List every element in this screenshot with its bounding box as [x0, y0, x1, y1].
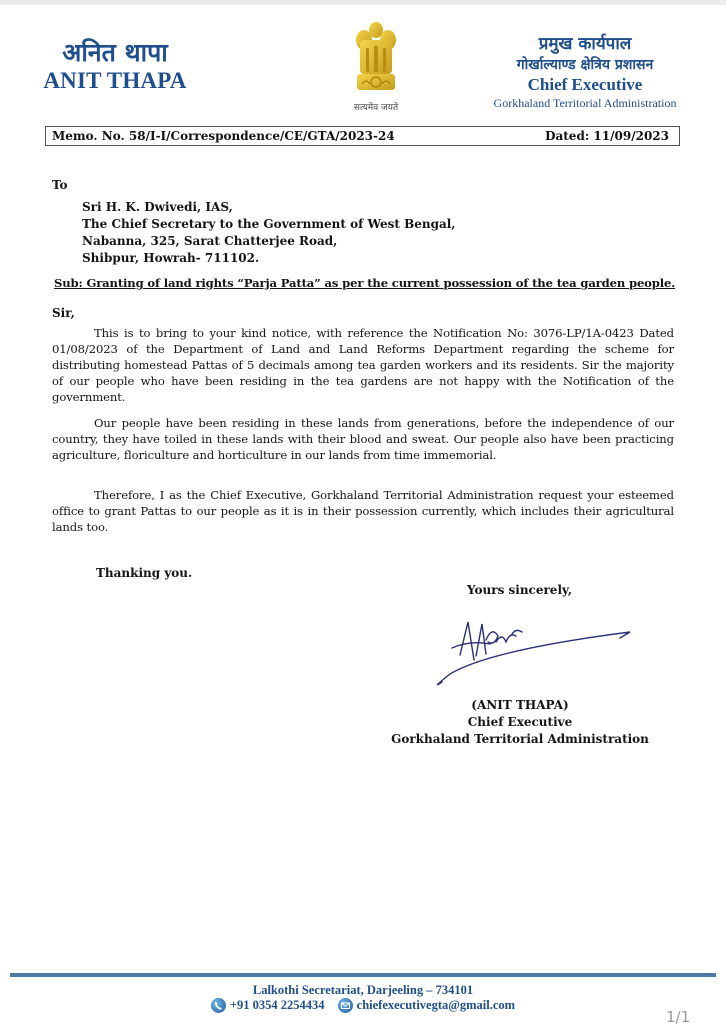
memo-reference-box: [45, 126, 680, 146]
signatory-title: Chief Executive: [467, 715, 573, 729]
letterhead-left: [30, 38, 200, 94]
footer-rule: [10, 973, 716, 977]
emblem-motto: सत्यमेव जयते: [353, 103, 399, 113]
memo-number: Memo. No. 58/I-I/Correspondence/CE/GTA/2023-24: [52, 129, 395, 143]
name-english: ANIT THAPA: [43, 68, 187, 93]
recipient-line: Shibpur, Howrah- 711102.: [82, 251, 260, 265]
phone-icon: [211, 998, 226, 1013]
viewer-top-bar: [0, 0, 726, 5]
paragraph-text: Our people have been residing in these lands from generations, before the independence of our country, they have toiled in these lands with their blood and sweat. Our people also have been practicing agriculture, floriculture and horticulture in our lands from time immemorial.: [52, 416, 674, 462]
page-indicator: 1/1: [666, 1008, 691, 1026]
body-paragraph: [52, 325, 674, 405]
lion-capital-emblem-icon: [354, 18, 398, 98]
title-english: Chief Executive: [527, 75, 643, 94]
org-english: Gorkhaland Territorial Administration: [493, 96, 677, 110]
recipient-address: [82, 199, 455, 267]
recipient-line: Sri H. K. Dwivedi, IAS,: [82, 200, 233, 214]
signatory-name: (ANIT THAPA): [471, 698, 569, 712]
state-emblem: [336, 18, 416, 118]
email-address[interactable]: chiefexecutivegta@gmail.com: [356, 998, 516, 1012]
subject-line: Sub: Granting of land rights “Parja Patta” as per the current possession of the tea garden people.: [54, 276, 676, 290]
paragraph-text: Therefore, I as the Chief Executive, Gorkhaland Territorial Administration request your esteemed office to grant Pattas to our people as it is in their possession currently, which includes their agricultural lands too.: [52, 488, 674, 534]
phone-number: +91 0354 2254434: [229, 998, 325, 1012]
recipient-line: The Chief Secretary to the Government of West Bengal,: [82, 217, 456, 231]
handwritten-signature: [430, 610, 640, 690]
yours-sincerely: Yours sincerely,: [467, 583, 573, 597]
name-hindi: अनित थापा: [62, 38, 168, 67]
body-paragraph: [52, 487, 674, 535]
footer-address: Lalkothi Secretariat, Darjeeling – 734101: [252, 983, 474, 997]
memo-date: Dated: 11/09/2023: [545, 129, 669, 143]
body-paragraph: [52, 415, 674, 463]
thanking-line: Thanking you.: [96, 566, 193, 580]
footer-email: [338, 998, 515, 1013]
signatory-org: Gorkhaland Territorial Administration: [391, 732, 649, 746]
salutation: Sir,: [52, 306, 75, 320]
org-hindi: गोर्खाल्याण्ड क्षेत्रिय प्रशासन: [516, 57, 654, 73]
paragraph-text: This is to bring to your kind notice, with reference the Notification No: 3076-LP/1A-0423 Dated 01/08/2023 of the Department of Land and Land Reforms Department regarding the scheme for distributing homestead Pattas of 5 decimals among tea garden workers and its residents. Sir the majority of our people who have been residing in the tea gardens are not happy with the Notification of the government.: [52, 326, 674, 404]
footer-phone: [211, 998, 325, 1013]
email-icon: [338, 998, 353, 1013]
letterhead-right: [470, 33, 700, 111]
signatory-block: [370, 697, 670, 748]
recipient-line: Nabanna, 325, Sarat Chatterjee Road,: [82, 234, 338, 248]
footer-contacts: [0, 998, 726, 1017]
to-label: To: [52, 178, 68, 192]
title-hindi: प्रमुख कार्यपाल: [538, 34, 632, 54]
